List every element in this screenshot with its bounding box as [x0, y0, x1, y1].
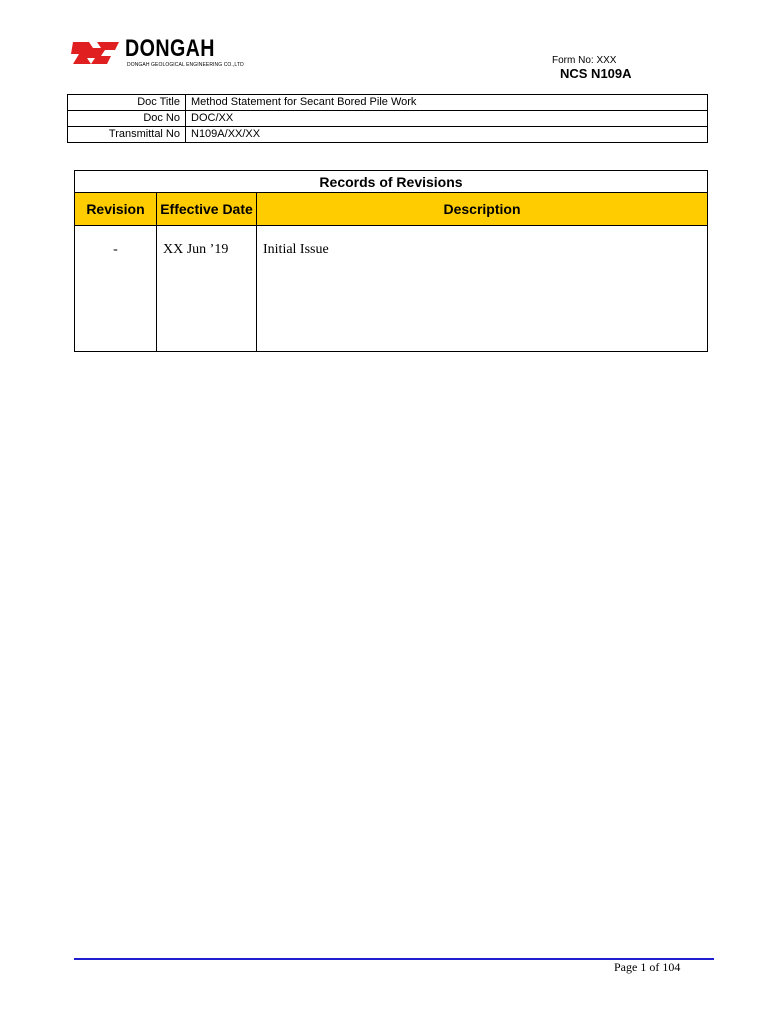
effective-date-header: Effective Date	[157, 193, 257, 226]
revisions-title: Records of Revisions	[75, 171, 708, 193]
transmittal-no-label: Transmittal No	[68, 127, 186, 143]
revisions-header-row	[75, 193, 708, 226]
company-name: DONGAH	[125, 35, 215, 62]
description-cell: Initial Issue	[257, 226, 708, 352]
page-number: Page 1 of 104	[614, 960, 681, 974]
table-row	[68, 95, 708, 111]
table-row	[68, 111, 708, 127]
effective-date-cell: XX Jun ’19	[157, 226, 257, 352]
form-number: Form No: XXX	[552, 55, 617, 66]
table-row	[75, 226, 708, 352]
doc-title-label: Doc Title	[68, 95, 186, 111]
description-header: Description	[257, 193, 708, 226]
doc-no-value: DOC/XX	[186, 111, 708, 127]
revision-header: Revision	[75, 193, 157, 226]
revision-cell: -	[75, 226, 157, 352]
revisions-table	[74, 170, 708, 352]
doc-no-label: Doc No	[68, 111, 186, 127]
document-code: NCS N109A	[560, 66, 632, 81]
table-row	[68, 127, 708, 143]
document-info-table	[67, 94, 708, 143]
doc-title-value: Method Statement for Secant Bored Pile Work	[186, 95, 708, 111]
transmittal-no-value: N109A/XX/XX	[186, 127, 708, 143]
company-subtitle: DONGAH GEOLOGICAL ENGINEERING CO.,LTD	[127, 62, 244, 68]
company-logo	[71, 35, 244, 72]
dongah-logo-icon	[71, 38, 121, 68]
